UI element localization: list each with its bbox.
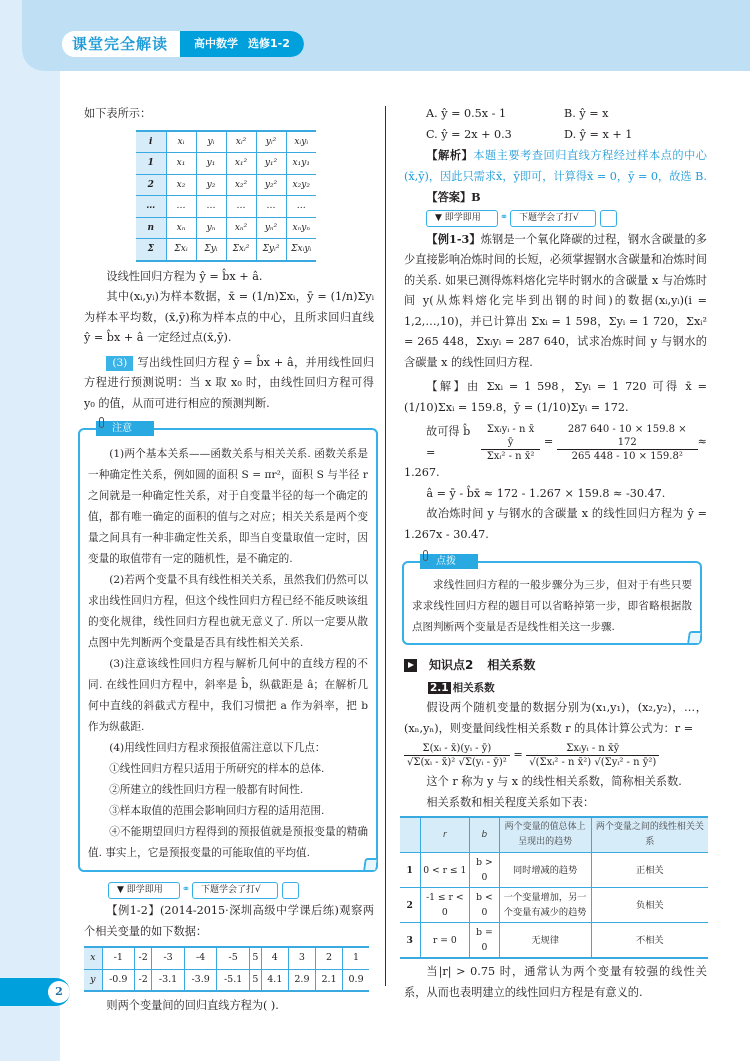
practice-bar [108, 882, 374, 899]
table-row [136, 217, 316, 239]
xy-data-table [84, 946, 369, 992]
solution-a: â = ȳ - b̂x̄ ≈ 172 - 1.267 × 159.8 ≈ -30.47. [426, 486, 666, 500]
table-cell: 2.1 [316, 969, 343, 991]
example-1-2: 【例1-2】(2014-2015·深圳高级中学课后练)观察两个相关变量的如下数据： [84, 904, 374, 938]
table-row [136, 153, 316, 175]
practice-checkbox[interactable] [600, 210, 617, 227]
table-cell: x₁ [166, 153, 196, 175]
table-cell: x₂ [166, 174, 196, 196]
answer-options [404, 104, 707, 145]
table-header-row [400, 817, 708, 853]
tip-box [402, 556, 702, 645]
question-text: 则两个变量间的回归直线方程为( ). [106, 999, 279, 1012]
frac-den: 265 448 - 10 × 159.8² [571, 450, 683, 462]
table-cell: -3.9 [184, 969, 217, 991]
practice-check-label: 下题学会了打√ [510, 210, 596, 227]
r-formula: $\frac{\text{Σ(xᵢ - x̄)(yᵢ - ȳ)}}{\text{√Σ(xᵢ - x̄)² √Σ(yᵢ - ȳ)²}}$ = $\frac{\text{Σxᵢyᵢ - n x̄ȳ}}{\text{√(Σxᵢ² - n x̄²) √(Σyᵢ² - n ȳ²)}}$ [404, 742, 707, 769]
paperclip-icon [99, 417, 104, 428]
table-row [136, 174, 316, 196]
sub-heading [428, 678, 707, 699]
link-icon: ⚭ [499, 211, 509, 223]
table-row [136, 196, 316, 218]
solution-b-formula: 故可得 b̂ = $\frac{\text{Σxᵢyᵢ - n x̄ ȳ}}{\text{Σxᵢ² - n x̄²}}$ = $\frac{287 640 - 10 \times 159.8 \times 172}{\text{265 448 - 10 × 159.8²}}$ ≈ [426, 423, 707, 462]
tip-title: 点拨 [436, 556, 456, 567]
series-title: 课堂完全解读 [62, 31, 180, 57]
table-cell: Σyᵢ² [256, 239, 286, 261]
table-cell: y₂² [256, 174, 286, 196]
table-cell: 同时增减的趋势 [499, 853, 591, 888]
table-intro: 相关系数和相关程度关系如下表： [426, 795, 595, 809]
table-cell: … [166, 196, 196, 218]
table-cell: -1 ≤ r < 0 [420, 888, 470, 923]
table-cell: 2 [316, 947, 343, 969]
table-cell: -5.1 [217, 969, 250, 991]
table-cell: -0.9 [102, 969, 135, 991]
subject-label [180, 31, 304, 57]
table-cell: 3 [400, 923, 420, 959]
b-fraction-numeric [557, 423, 698, 463]
table-cell: Σxᵢ² [226, 239, 256, 261]
table-cell: -3.1 [152, 969, 185, 991]
table-row [136, 131, 316, 153]
example-text: 炼钢是一个氧化降碳的过程，钢水含碳量的多少直接影响冶炼时间的长短，必须掌握钢水含碳量和冶炼时间的关系. 如果已测得炼料熔化完毕时钢水的含碳量 x 与冶炼时间 y(从炼料熔化完毕到出钢的时间)的数据(xᵢ,yᵢ)(i = 1,2,…,10)，并已计算出 Σxᵢ = 1 598，Σyᵢ = 1 720，Σxᵢ² = 265 448，Σxᵢyᵢ = 287 640，试求冶炼时间 y 与钢水的含碳量 x 的线性回归方程. [404, 232, 707, 369]
table-cell: yₙ [196, 217, 226, 239]
step3-body: 写出线性回归方程 ŷ = b̂x + â，并用线性回归方程进行预测说明：当 x 取 x₀ 时，由线性回归方程可得 y₀ 的值，从而可进行相应的预测判断. [84, 355, 374, 410]
notice-para: ③样本取值的范围会影响回归方程的适用范围. [109, 805, 325, 817]
table-row-y [84, 969, 369, 991]
table-cell: x₁² [226, 153, 256, 175]
sub-title: 相关系数 [452, 681, 495, 694]
r-fraction-2 [526, 742, 659, 769]
table-cell: … [136, 196, 166, 218]
link-icon: ⚭ [181, 884, 191, 896]
b-prefix: 故可得 b̂ = [426, 425, 471, 459]
tip-tab [420, 554, 478, 569]
table-cell: x₂y₂ [286, 174, 316, 196]
frac-den: √(Σxᵢ² - n x̄²) √(Σyᵢ² - n ȳ²) [529, 757, 657, 768]
page-number: 2 [48, 981, 70, 1003]
table-cell: b = 0 [470, 923, 500, 959]
table-cell: 无规律 [499, 923, 591, 959]
notice-para: (3)注意该线性回归方程与解析几何中的直线方程的不同. 在线性回归方程中，斜率是 b̂，纵截距是 â；在解析几何中直线的斜截式方程中，我们习惯把 a 作为斜率，把 b 作为纵截距. [88, 658, 368, 733]
correlation-table [400, 816, 708, 959]
row-label: y [84, 969, 102, 991]
r-fraction-1 [404, 742, 510, 769]
table-cell: … [226, 196, 256, 218]
r-definition: 这个 r 称为 y 与 x 的线性相关系数，简称相关系数. [426, 775, 682, 788]
example-1-3 [404, 229, 707, 374]
table-cell: i [136, 131, 166, 153]
frac-den: Σxᵢ² - n x̄² [486, 450, 535, 462]
table-cell: … [196, 196, 226, 218]
practice-label: ▼ 即学即用 [426, 210, 498, 227]
approx-sign: ≈ [697, 435, 707, 449]
step3-badge: (3) [106, 356, 133, 371]
header-title-pill [62, 31, 304, 57]
solution-step1: 【解】由 Σxᵢ = 1 598，Σyᵢ = 1 720 可得 x̄ = (1/10)Σxᵢ = 159.8，ȳ = (1/10)Σyᵢ = 172. [404, 380, 707, 414]
header-cell [400, 817, 420, 853]
option-b[interactable]: B. ŷ = x [564, 107, 609, 120]
table-cell: 3 [288, 947, 315, 969]
table-cell: x₂² [226, 174, 256, 196]
frac-num: Σxᵢyᵢ - n x̄ȳ [526, 742, 659, 756]
table-cell: 0 < r ≤ 1 [420, 853, 470, 888]
table-cell: b < 0 [470, 888, 500, 923]
option-d[interactable]: D. ŷ = x + 1 [564, 127, 633, 141]
table-cell: 正相关 [591, 853, 708, 888]
table-cell: Σ [136, 239, 166, 261]
table-cell: n [136, 217, 166, 239]
notice-para: (4)用线性回归方程求预报值需注意以下几点： [109, 742, 326, 754]
table-cell: 1 [343, 947, 369, 969]
option-c[interactable]: C. ŷ = 2x + 0.3 [426, 127, 512, 141]
notice-para: (1)两个基本关系——函数关系与相关关系. 函数关系是一种确定性关系，例如圆的面积 S = πr²，面积 S 与半径 r 之间就是一种确定性关系，对于自变量半径的每一个确定的值，都有唯一确定的面积的值与之对应；相关关系是两个变量之间具有一种非确定性关系，即当自变量取值一定时，因变量的取值带有一定的随机性，是不确定的. [88, 448, 368, 565]
table-cell: xₙ [166, 217, 196, 239]
knowledge-point-heading [404, 655, 707, 676]
table-cell: 4.1 [261, 969, 288, 991]
table-cell: Σxᵢ [166, 239, 196, 261]
table-cell: r = 0 [420, 923, 470, 959]
sample-mean-text: 其中(xᵢ,yᵢ)为样本数据，x̄ = (1/n)Σxᵢ，ȳ = (1/n)Σyᵢ 为样本平均数，(x̄,ȳ)称为样本点的中心，且所求回归直线 ŷ = b̂x + â 一定经过点(x̄,ȳ). [84, 290, 374, 344]
paperclip-icon [423, 550, 428, 561]
frac-num: Σxᵢyᵢ - n x̄ ȳ [481, 423, 541, 450]
frac-num: Σ(xᵢ - x̄)(yᵢ - ȳ) [404, 742, 510, 756]
table-cell: Σxᵢyᵢ [286, 239, 316, 261]
header-cell: 两个变量的值总体上呈现出的趋势 [499, 817, 591, 853]
frac-den: √Σ(xᵢ - x̄)² √Σ(yᵢ - ȳ)² [407, 757, 507, 768]
notice-tab [96, 421, 154, 436]
sub-number: 2.1 [430, 681, 449, 694]
table-cell: y₁ [196, 153, 226, 175]
notice-title: 注意 [112, 423, 132, 434]
table-row [136, 239, 316, 261]
table-cell: 5 [249, 947, 261, 969]
table-cell: 5 [249, 969, 261, 991]
analysis-label: 【解析】 [426, 148, 474, 162]
notice-para: ②所建立的线性回归方程一般都有时间性. [109, 784, 304, 796]
left-column [84, 104, 374, 1017]
table-cell: xᵢ [166, 131, 196, 153]
table-cell: 4 [261, 947, 288, 969]
intro-text: 如下表所示： [84, 107, 152, 120]
frac-num: 287 640 - 10 × 159.8 × 172 [557, 423, 698, 450]
notice-para: ④不能期望回归方程得到的预报值就是预报变量的精确值. 事实上，它是预报变量的可能取值的平均值. [88, 826, 368, 859]
page-curl-icon [363, 858, 377, 870]
notice-para: (2)若两个变量不具有线性相关关系，虽然我们仍然可以求出线性回归方程，但这个线性回归方程已经不能反映该组的变化规律，线性回归方程也就无意义了. 所以一定要从散点图中先判断两个变量是否具有线性相关关系. [88, 574, 368, 649]
table-cell: 2 [136, 174, 166, 196]
practice-checkbox[interactable] [282, 882, 299, 899]
table-cell: xᵢ² [226, 131, 256, 153]
table-cell: 不相关 [591, 923, 708, 959]
page-curl-icon [687, 631, 701, 643]
r-threshold-text: 当|r| > 0.75 时，通常认为两个变量有较强的线性关系，从而也表明建立的线性回归方程是有意义的. [404, 965, 707, 999]
notice-box [78, 423, 378, 872]
table-cell: 2.9 [288, 969, 315, 991]
table-cell: 1 [136, 153, 166, 175]
r-intro: 假设两个随机变量的数据分别为(x₁,y₁)，(x₂,y₂)，…，(xₙ,yₙ)，则变量间线性相关系数 r 的具体计算公式为：r = [404, 701, 707, 735]
table-cell: yᵢ² [256, 131, 286, 153]
table-cell: 一个变量增加，另一个变量有减少的趋势 [499, 888, 591, 923]
tip-text: 求线性回归方程的一般步骤分为三步，但对于有些只要求求线性回归方程的题目可以省略掉第一步，即省略根据散点图判断两个变量是否是线性相关这一步骤. [412, 579, 692, 633]
b-fraction-symbolic [481, 423, 541, 463]
table-cell: xᵢyᵢ [286, 131, 316, 153]
answer: 【答案】B [426, 190, 481, 204]
table-cell: 0.9 [343, 969, 369, 991]
knowledge-title: 相关系数 [487, 658, 536, 672]
table-cell: 1 [400, 853, 420, 888]
table-cell: y₂ [196, 174, 226, 196]
table-cell: y₁² [256, 153, 286, 175]
table-cell: Σyᵢ [196, 239, 226, 261]
example-label: 【例1-3】 [426, 231, 481, 246]
table-cell: -2 [135, 947, 152, 969]
table-row-x [84, 947, 369, 969]
practice-check-label: 下题学会了打√ [192, 882, 278, 899]
subject: 高中数学 [194, 37, 239, 50]
analysis [404, 145, 707, 187]
table-row [400, 923, 708, 959]
table-cell: … [256, 196, 286, 218]
table-cell: 2 [400, 888, 420, 923]
table-row [400, 853, 708, 888]
step3-text [84, 353, 374, 415]
table-cell: -2 [135, 969, 152, 991]
knowledge-label: 知识点2 [429, 658, 474, 672]
table-cell: -4 [184, 947, 217, 969]
table-cell: -1 [102, 947, 135, 969]
table-cell: -3 [152, 947, 185, 969]
table-cell: xₙ² [226, 217, 256, 239]
column-divider [385, 106, 386, 986]
table-cell: yᵢ [196, 131, 226, 153]
play-triangle-icon [404, 659, 417, 672]
row-label: x [84, 947, 102, 969]
table-cell: yₙ² [256, 217, 286, 239]
sum-table [136, 130, 316, 262]
left-margin-strip [0, 0, 60, 1061]
table-cell: -5 [217, 947, 250, 969]
table-cell: x₁y₁ [286, 153, 316, 175]
regression-def: 设线性回归方程为 ŷ = b̂x + â. [106, 269, 263, 283]
b-result: 1.267. [404, 466, 440, 479]
volume: 选修1-2 [248, 37, 290, 50]
table-cell: … [286, 196, 316, 218]
practice-label: ▼ 即学即用 [108, 882, 180, 899]
option-a[interactable]: A. ŷ = 0.5x - 1 [426, 107, 507, 120]
header-cell: b [470, 817, 500, 853]
table-row [400, 888, 708, 923]
table-cell: 负相关 [591, 888, 708, 923]
table-cell: xₙyₙ [286, 217, 316, 239]
right-column [404, 104, 707, 1003]
analysis-text: 本题主要考查回归直线方程经过样本点的中心(x̄,ȳ)，因此只需求x̄，ȳ即可，计算得x̄ = 0，ȳ = 0，故选 B. [404, 149, 707, 183]
solution-final: 故冶炼时间 y 与钢水的含碳量 x 的线性回归方程为 ŷ = 1.267x - 30.47. [404, 507, 707, 541]
notice-para: ①线性回归方程只适用于所研究的样本的总体. [109, 763, 325, 775]
practice-bar [426, 210, 707, 227]
header-cell: 两个变量之间的线性相关关系 [591, 817, 708, 853]
table-cell: b > 0 [470, 853, 500, 888]
header-cell: r [420, 817, 470, 853]
